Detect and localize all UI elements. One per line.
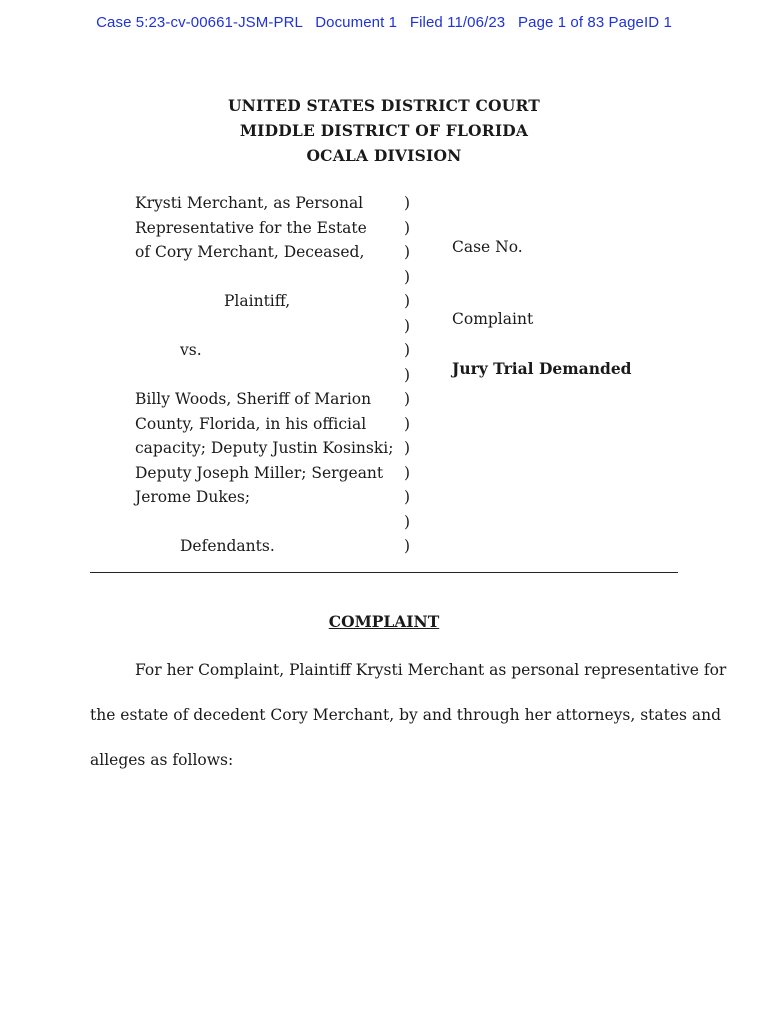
jury-trial-label: Jury Trial Demanded [452,359,632,378]
paren: ) [404,243,411,261]
plaintiff-line: of Cory Merchant, Deceased, [135,243,365,261]
paren: ) [404,512,411,531]
paren: ) [404,292,411,310]
paren: ) [404,218,411,237]
paren: ) [404,365,411,384]
court-name: UNITED STATES DISTRICT COURT [227,96,541,115]
body-line: the estate of decedent Cory Merchant, by and through her attorneys, states and [90,706,722,724]
paren: ) [404,463,411,482]
body-line: alleges as follows: [90,751,234,769]
paren: ) [404,341,411,359]
case-number-label: Case No. [452,238,523,256]
caption-parties [135,191,395,559]
paren: ) [404,390,411,408]
court-division: OCALA DIVISION [306,146,462,165]
defendant-line: Jerome Dukes; [135,488,251,506]
defendant-line: capacity; Deputy Justin Kosinski; [135,439,394,457]
defendant-role: Defendants. [180,537,275,555]
plaintiff-line: Representative for the Estate [135,218,367,237]
versus-label: vs. [180,341,202,359]
paren: ) [404,439,411,457]
body-line: For her Complaint, Plaintiff Krysti Merchant as personal representative for [135,661,727,679]
document-type-label: Complaint [452,310,534,328]
defendant-line: Billy Woods, Sheriff of Marion [135,390,372,408]
paren: ) [404,414,411,433]
defendant-line: County, Florida, in his official [135,414,367,433]
caption-divider [90,572,678,573]
defendant-line: Deputy Joseph Miller; Sergeant [135,463,384,482]
court-heading [0,93,768,168]
paren: ) [404,537,411,555]
complaint-body [90,648,727,783]
paren: ) [404,316,411,335]
paren: ) [404,267,411,286]
complaint-title: COMPLAINT [328,612,440,631]
paren: ) [404,488,411,506]
caption-paren-column [404,191,416,559]
plaintiff-line: Krysti Merchant, as Personal [135,194,364,212]
plaintiff-role: Plaintiff, [224,292,291,310]
case-header-stamp: Case 5:23-cv-00661-JSM-PRL Document 1 Filed 11/06/23 Page 1 of 83 PageID 1 [96,14,672,31]
paren: ) [404,194,411,212]
court-district: MIDDLE DISTRICT OF FLORIDA [239,121,529,140]
